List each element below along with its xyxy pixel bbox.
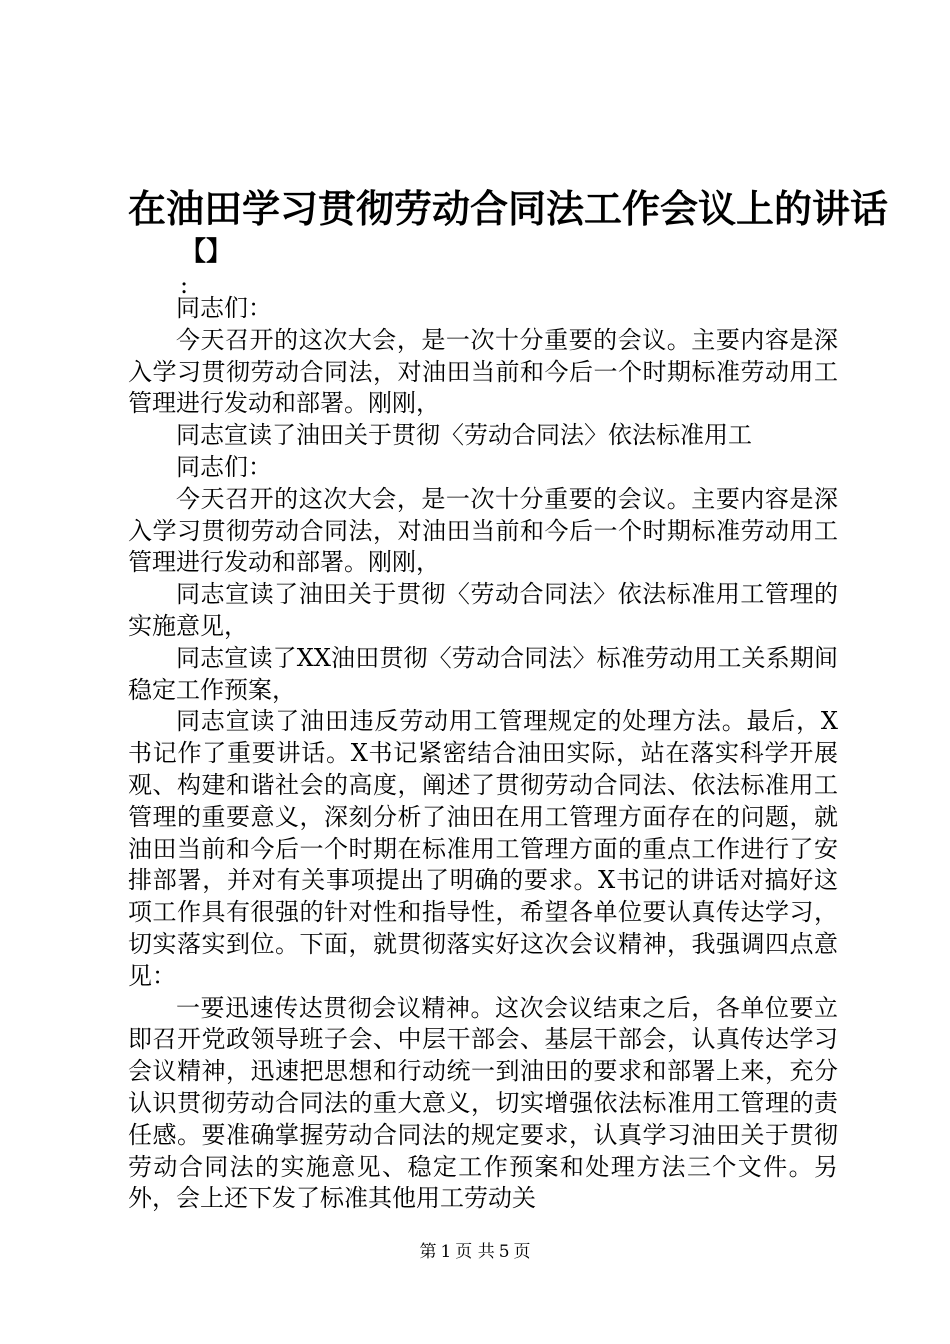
paragraph-greeting: 同志们： <box>176 452 272 481</box>
page-current: 1 <box>440 1242 452 1262</box>
paragraph: 同志宣读了油田关于贯彻〈劳动合同法〉依法标准用工管理的实施意见， <box>128 580 838 640</box>
paragraph: 同志宣读了油田违反劳动用工管理规定的处理方法。最后，X书记作了重要讲话。X书记紧密结合油田实际，站在落实科学开展观、构建和谐社会的高度，阐述了贯彻劳动合同法、依法标准用工管理的重要意义，深刻分析了油田在用工管理方面存在的问题，就油田当前和今后一个时期在标准用工管理方面的重点工作进行了安排部署，并对有关事项提出了明确的要求。X书记的讲话对搞好这项工作具有很强的针对性和指导性，希望各单位要认真传达学习，切实落实到位。下面，就贯彻落实好这次会议精神，我强调四点意见： <box>128 707 838 990</box>
paragraph: 同志宣读了油田关于贯彻〈劳动合同法〉依法标准用工 <box>176 421 752 450</box>
document-title: 在油田学习贯彻劳动合同法工作会议上的讲话 <box>128 186 889 231</box>
document-subtitle: 【】 <box>180 237 233 267</box>
paragraph-greeting: 同志们： <box>176 294 272 322</box>
page-label-prefix: 第 <box>419 1242 437 1262</box>
document-body <box>128 293 838 1215</box>
paragraph: 今天召开的这次大会，是一次十分重要的会议。主要内容是深入学习贯彻劳动合同法，对油田当前和今后一个时期标准劳动用工管理进行发动和部署。刚刚， <box>128 484 838 577</box>
paragraph: 一要迅速传达贯彻会议精神。这次会议结束之后，各单位要立即召开党政领导班子会、中层干部会、基层干部会，认真传达学习会议精神，迅速把思想和行动统一到油田的要求和部署上来，充分认识贯彻劳动合同法的重大意义，切实增强依法标准用工管理的责任感。要准确掌握劳动合同法的规定要求，认真学习油田关于贯彻劳动合同法的实施意见、稳定工作预案和处理方法三个文件。另外，会上还下发了标准其他用工劳动关 <box>128 993 838 1213</box>
author-colon: : <box>180 271 189 299</box>
paragraph: 同志宣读了XX油田贯彻〈劳动合同法〉标准劳动用工关系期间稳定工作预案， <box>128 643 838 704</box>
page-label-suffix: 页 <box>513 1242 531 1262</box>
page-footer <box>0 1240 950 1264</box>
page-label-mid: 页 共 <box>455 1242 495 1262</box>
page-total: 5 <box>498 1242 510 1262</box>
paragraph: 今天召开的这次大会，是一次十分重要的会议。主要内容是深入学习贯彻劳动合同法，对油田当前和今后一个时期标准劳动用工管理进行发动和部署。刚刚， <box>128 325 838 418</box>
